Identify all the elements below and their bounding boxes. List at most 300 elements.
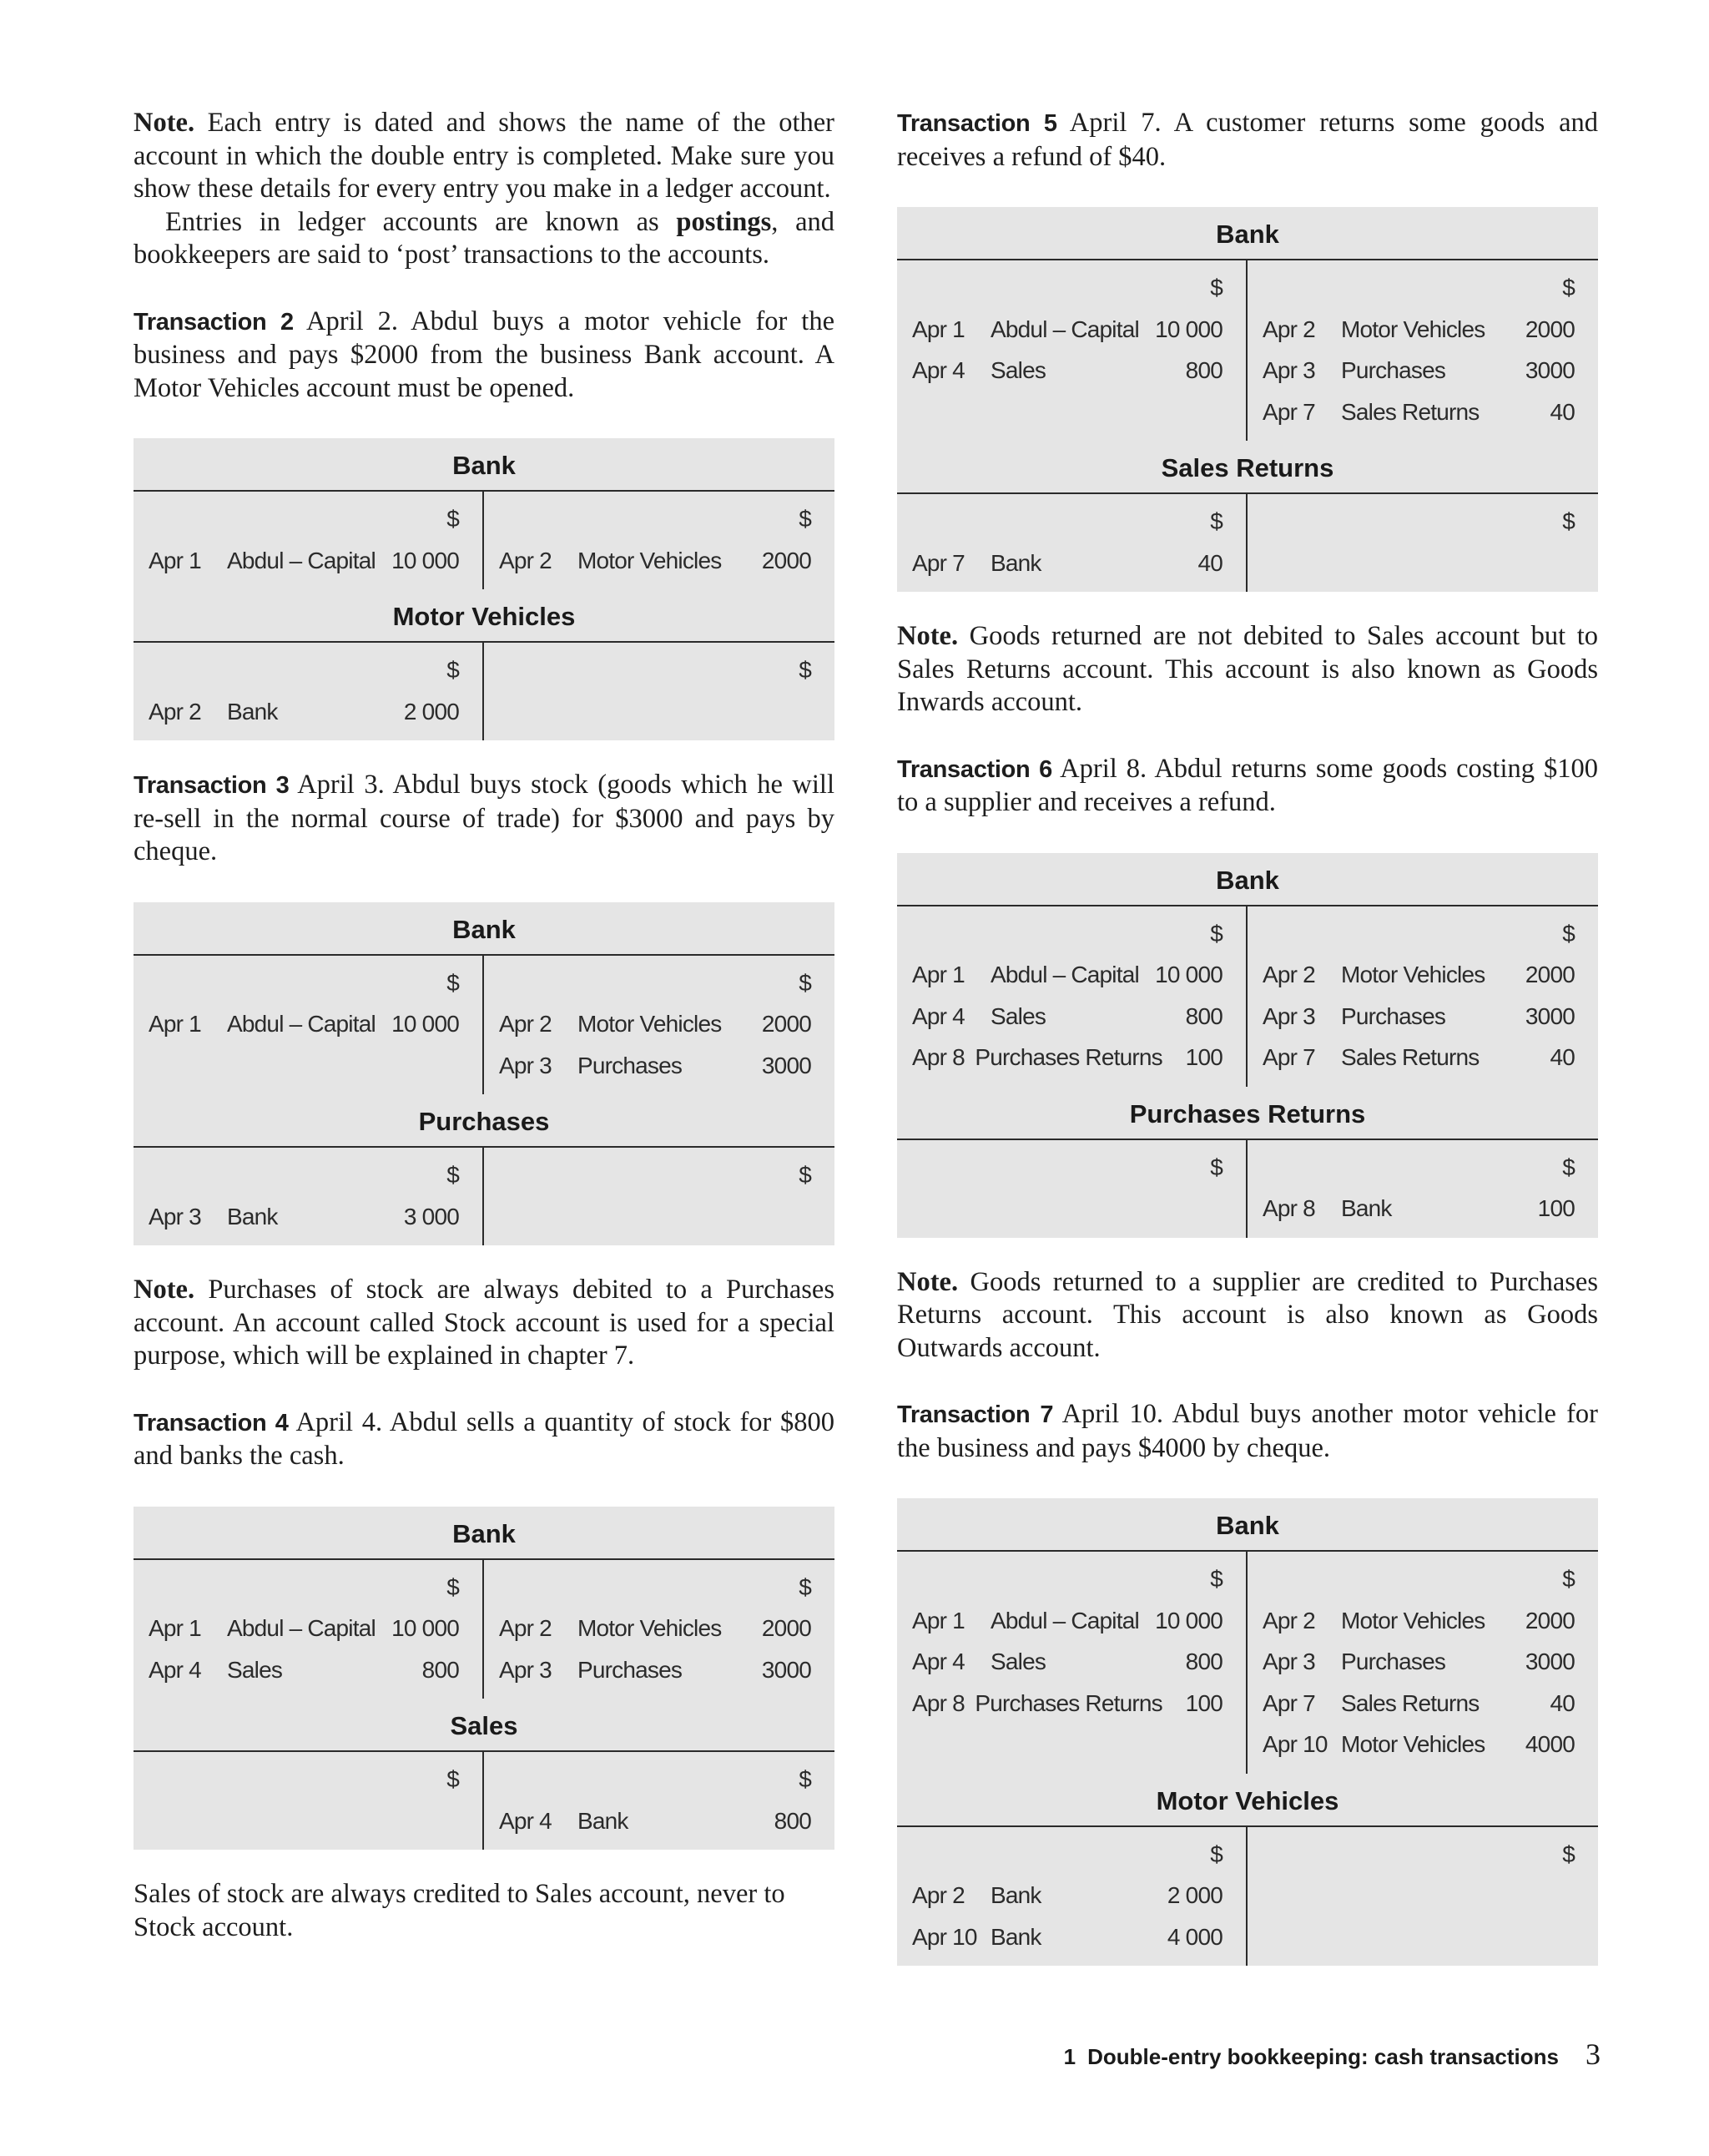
entry-amount: 10 000 (391, 1615, 459, 1641)
ledger-entry-row (499, 1608, 811, 1649)
transaction-text: April 7. A customer returns some goods and receives a refund of $40. (897, 108, 1598, 172)
ledger-title: Bank (897, 207, 1598, 260)
entry-date: Apr 3 (1263, 357, 1315, 383)
entry-date: Apr 1 (149, 547, 201, 573)
entry-amount: 2000 (1525, 1607, 1575, 1633)
entry-amount: 10 000 (1155, 316, 1223, 342)
spacer (1263, 913, 1341, 955)
currency-header-row (499, 498, 811, 540)
credit-side (1248, 494, 1598, 592)
entry-account: Motor Vehicles (1341, 316, 1485, 342)
entry-date: Apr 8 (912, 1044, 965, 1070)
spacer (912, 1147, 991, 1189)
ledger-account-purchases-returns (897, 1087, 1598, 1238)
ledger-entry-row (149, 1649, 459, 1691)
transaction-5-ledgers (897, 207, 1598, 592)
credit-side (1248, 1552, 1598, 1774)
entry-date: Apr 7 (912, 549, 965, 576)
credit-side (484, 643, 834, 740)
transaction-text: April 10. Abdul buys another motor vehicle for the business and pays $4000 by cheque. (897, 1399, 1598, 1463)
currency-symbol: $ (799, 506, 811, 532)
ledger-entry-row (499, 1800, 811, 1842)
ledger-body (134, 1560, 834, 1699)
debit-side (134, 1148, 484, 1245)
transaction-2-paragraph (134, 305, 834, 406)
entry-date: Apr 7 (1263, 1689, 1315, 1716)
ledger-entry-row (912, 1641, 1223, 1683)
debit-side (897, 1552, 1248, 1774)
spacer (499, 962, 577, 1004)
ledger-entry-row (1263, 1916, 1575, 1958)
ledger-account-bank (897, 207, 1598, 441)
spacer (577, 649, 736, 691)
currency-header-row (1263, 267, 1575, 309)
spacer (1263, 1834, 1341, 1876)
currency-header-row (1263, 1558, 1575, 1600)
spacer (1263, 1558, 1341, 1600)
entry-account: Motor Vehicles (1341, 962, 1485, 987)
spacer (227, 498, 384, 540)
spacer (149, 649, 227, 691)
ledger-entry-row (1263, 309, 1575, 351)
ledger-entry-row (1263, 1037, 1575, 1078)
ledger-entry-row (912, 1600, 1223, 1642)
currency-header-row (149, 1154, 459, 1196)
transaction-3-ledgers (134, 902, 834, 1246)
ledger-title: Sales Returns (897, 441, 1598, 494)
entry-amount: 800 (421, 1656, 459, 1683)
currency-symbol: $ (446, 506, 459, 532)
entry-amount: 40 (1550, 398, 1575, 425)
entry-account: Bank (577, 1807, 628, 1834)
entry-date: Apr 3 (499, 1656, 552, 1683)
ledger-account-bank (134, 902, 834, 1095)
spacer (577, 1567, 736, 1608)
currency-header-row (912, 267, 1223, 309)
spacer (149, 1759, 227, 1800)
ledger-entry-row (1263, 350, 1575, 391)
page-number: 3 (1585, 2037, 1601, 2071)
spacer (499, 1759, 577, 1800)
ledger-account-bank (134, 438, 834, 589)
currency-symbol: $ (446, 1162, 459, 1188)
right-column (897, 107, 1598, 1966)
entry-account: Purchases (1341, 1002, 1446, 1029)
ledger-entry-row (912, 1188, 1223, 1229)
debit-side (897, 1140, 1248, 1238)
spacer (577, 1154, 736, 1196)
ledger-entry-row (1263, 391, 1575, 433)
spacer (227, 1567, 384, 1608)
ledger-account-purchases (134, 1094, 834, 1245)
transaction-label: Transaction 4 (134, 1409, 289, 1436)
spacer (912, 1558, 991, 1600)
spacer (1341, 913, 1500, 955)
currency-header-row (149, 1759, 459, 1800)
entry-amount: 10 000 (391, 547, 459, 573)
spacer (149, 498, 227, 540)
ledger-entry-row (1263, 1188, 1575, 1229)
transaction-2-ledgers (134, 438, 834, 740)
ledger-entry-row (149, 1608, 459, 1649)
spacer (577, 1759, 736, 1800)
currency-symbol: $ (1562, 275, 1575, 300)
spacer (149, 1567, 227, 1608)
ledger-body (897, 1827, 1598, 1967)
entry-account: Bank (991, 549, 1041, 576)
ledger-entry-row (1263, 954, 1575, 996)
ledger-entry-row (912, 309, 1223, 351)
entry-amount: 3000 (1525, 1002, 1575, 1029)
ledger-body (897, 1140, 1598, 1238)
ledger-entry-row (149, 1045, 459, 1087)
spacer (991, 1147, 1147, 1189)
currency-header-row (499, 1154, 811, 1196)
ledger-body (897, 906, 1598, 1087)
currency-header-row (149, 1567, 459, 1608)
entry-amount: 800 (774, 1807, 811, 1834)
ledger-entry-row (912, 1037, 1223, 1078)
ledger-title: Bank (897, 1498, 1598, 1552)
entry-date: Apr 2 (912, 1882, 965, 1908)
ledger-body (897, 494, 1598, 592)
ledger-title: Bank (134, 902, 834, 956)
currency-symbol: $ (1562, 1154, 1575, 1180)
currency-header-row (149, 962, 459, 1004)
spacer (912, 501, 991, 543)
entry-amount: 4000 (1525, 1731, 1575, 1757)
postings-paragraph (134, 206, 834, 272)
currency-header-row (912, 501, 1223, 543)
transaction-text: April 4. Abdul sells a quantity of stock for $800 and banks the cash. (134, 1406, 835, 1471)
spacer (577, 962, 736, 1004)
entry-account: Sales (227, 1656, 283, 1683)
entry-account: Sales (991, 1002, 1046, 1029)
transaction-label: Transaction 5 (897, 110, 1057, 137)
currency-header-row (912, 1147, 1223, 1189)
currency-symbol: $ (1562, 1840, 1575, 1867)
ledger-entry-row (1263, 1641, 1575, 1683)
currency-symbol: $ (446, 969, 459, 996)
spacer (912, 1834, 991, 1876)
entry-date: Apr 8 (912, 1689, 965, 1716)
currency-symbol: $ (446, 1766, 459, 1792)
debit-side (134, 643, 484, 740)
spacer (991, 501, 1147, 543)
entry-amount: 100 (1537, 1195, 1575, 1221)
entry-amount: 3000 (1525, 357, 1575, 383)
spacer (1341, 267, 1500, 309)
entry-date: Apr 2 (1263, 316, 1315, 342)
spacer (499, 649, 577, 691)
spacer (149, 1154, 227, 1196)
ledger-title: Bank (897, 853, 1598, 906)
spacer (499, 1154, 577, 1196)
note-text: Purchases of stock are always debited to a Purchases account. An account called Stock account is used for a special purpose, which will be explained in chapter 7. (134, 1275, 834, 1371)
ledger-account-bank (897, 1498, 1598, 1774)
ledger-entry-row (149, 540, 459, 582)
note-lead: Note. (897, 1266, 959, 1297)
entry-amount: 100 (1185, 1044, 1223, 1070)
entry-amount: 10 000 (1155, 1607, 1223, 1633)
credit-side (1248, 1140, 1598, 1238)
entry-date: Apr 2 (1263, 1607, 1315, 1633)
entry-date: Apr 1 (149, 1011, 201, 1037)
note-lead: Note. (134, 108, 195, 138)
ledger-entry-row (499, 1196, 811, 1238)
entry-amount: 2000 (761, 1615, 811, 1641)
entry-account: Bank (227, 698, 278, 725)
entry-account: Abdul – Capital (991, 1607, 1139, 1633)
ledger-entry-row (149, 1800, 459, 1842)
ledger-title: Purchases Returns (897, 1087, 1598, 1140)
entry-account: Motor Vehicles (577, 547, 722, 573)
ledger-entry-row (912, 996, 1223, 1038)
debit-side (134, 1752, 484, 1850)
entry-account: Abdul – Capital (991, 962, 1139, 987)
entry-amount: 3 000 (403, 1203, 459, 1229)
currency-header-row (1263, 913, 1575, 955)
ledger-entry-row (912, 1875, 1223, 1916)
currency-header-row (499, 962, 811, 1004)
entry-account: Sales (991, 357, 1046, 383)
ledger-title: Purchases (134, 1094, 834, 1148)
credit-side (1248, 260, 1598, 441)
entry-account: Bank (227, 1203, 278, 1229)
entry-account: Abdul – Capital (227, 1011, 376, 1037)
transaction-3-paragraph (134, 769, 834, 869)
spacer (1263, 501, 1341, 543)
ledger-entry-row (912, 954, 1223, 996)
entry-amount: 2000 (761, 1011, 811, 1037)
spacer (227, 1154, 384, 1196)
transaction-label: Transaction 3 (134, 772, 290, 799)
entry-amount: 800 (1185, 1649, 1223, 1674)
currency-header-row (499, 1759, 811, 1800)
entry-account: Purchases (1341, 1649, 1446, 1674)
entry-date: Apr 10 (912, 1923, 977, 1950)
note-paragraph (134, 1274, 834, 1373)
entry-amount: 100 (1185, 1689, 1223, 1716)
transaction-text: April 8. Abdul returns some goods costing $100 to a supplier and receives a refund. (897, 753, 1598, 817)
spacer (912, 913, 991, 955)
ledger-entry-row (1263, 1724, 1575, 1765)
currency-symbol: $ (1210, 920, 1223, 947)
entry-date: Apr 7 (1263, 1044, 1315, 1070)
spacer (1263, 267, 1341, 309)
debit-side (897, 1827, 1248, 1967)
note-lead: Note. (897, 621, 959, 651)
ledger-entry-row (1263, 1683, 1575, 1724)
ledger-account-bank (897, 853, 1598, 1087)
transaction-4-paragraph (134, 1406, 834, 1473)
ledger-account-sales (134, 1699, 834, 1850)
entry-account: Purchases Returns (975, 1689, 1162, 1716)
transaction-7-paragraph (897, 1398, 1598, 1465)
entry-account: Purchases Returns (975, 1044, 1162, 1070)
ledger-entry-row (1263, 543, 1575, 584)
entry-account: Motor Vehicles (577, 1011, 722, 1037)
spacer (1341, 1834, 1500, 1876)
entry-amount: 40 (1197, 549, 1223, 576)
ledger-entry-row (912, 1916, 1223, 1958)
entry-account: Purchases (577, 1052, 683, 1078)
debit-side (897, 260, 1248, 441)
transaction-5-paragraph (897, 107, 1598, 174)
entry-date: Apr 10 (1263, 1731, 1328, 1757)
entry-amount: 40 (1550, 1044, 1575, 1070)
entry-amount: 800 (1185, 1002, 1223, 1029)
spacer (912, 267, 991, 309)
entry-amount: 2000 (1525, 962, 1575, 987)
entry-account: Motor Vehicles (577, 1615, 722, 1641)
transaction-label: Transaction 2 (134, 308, 294, 336)
ledger-body (134, 956, 834, 1095)
ledger-entry-row (499, 691, 811, 733)
credit-side (1248, 906, 1598, 1087)
currency-header-row (499, 1567, 811, 1608)
ledger-entry-row (149, 1196, 459, 1238)
entry-amount: 2 000 (403, 698, 459, 725)
note-text: Goods returned to a supplier are credited to Purchases Returns account. This account is also known as Goods Outwards account. (897, 1266, 1598, 1363)
ledger-entry-row (499, 1649, 811, 1691)
spacer (991, 1558, 1147, 1600)
ledger-account-sales-returns (897, 441, 1598, 592)
entry-amount: 2000 (761, 547, 811, 573)
ledger-title: Motor Vehicles (897, 1774, 1598, 1827)
left-column (134, 107, 834, 1944)
spacer (227, 962, 384, 1004)
currency-symbol: $ (446, 657, 459, 683)
entry-account: Motor Vehicles (1341, 1731, 1485, 1757)
ledger-body (897, 260, 1598, 441)
spacer (1263, 1147, 1341, 1189)
note-paragraph (897, 1266, 1598, 1366)
note-text: Goods returned are not debited to Sales account but to Sales Returns account. This account is also known as Goods Inwards account. (897, 621, 1598, 717)
currency-symbol: $ (1562, 508, 1575, 534)
transaction-label: Transaction 7 (897, 1401, 1054, 1428)
spacer (991, 913, 1147, 955)
ledger-body (134, 1752, 834, 1850)
entry-date: Apr 2 (1263, 962, 1315, 987)
entry-date: Apr 4 (912, 1002, 965, 1029)
entry-amount: 2 000 (1167, 1882, 1223, 1908)
transaction-6-ledgers (897, 853, 1598, 1238)
entry-account: Sales Returns (1341, 1689, 1480, 1716)
currency-header-row (499, 649, 811, 691)
entry-date: Apr 1 (912, 962, 965, 987)
entry-date: Apr 3 (499, 1052, 552, 1078)
spacer (1341, 1147, 1500, 1189)
note-paragraph (897, 620, 1598, 720)
entry-account: Sales Returns (1341, 1044, 1480, 1070)
transaction-4-ledgers (134, 1507, 834, 1851)
entry-date: Apr 4 (149, 1656, 201, 1683)
entry-account: Abdul – Capital (227, 1615, 376, 1641)
entry-amount: 3000 (1525, 1649, 1575, 1674)
entry-date: Apr 3 (1263, 1002, 1315, 1029)
ledger-title: Bank (134, 1507, 834, 1560)
currency-symbol: $ (799, 1766, 811, 1792)
credit-side (484, 1148, 834, 1245)
entry-date: Apr 4 (912, 357, 965, 383)
entry-amount: 40 (1550, 1689, 1575, 1716)
entry-amount: 3000 (761, 1052, 811, 1078)
entry-date: Apr 2 (499, 1615, 552, 1641)
postings-text-before: Entries in ledger accounts are known as (165, 206, 677, 237)
debit-side (134, 1560, 484, 1699)
ledger-entry-row (1263, 1600, 1575, 1642)
chapter-number: 1 (1063, 2044, 1076, 2069)
ledger-entry-row (499, 1045, 811, 1087)
entry-amount: 10 000 (391, 1011, 459, 1037)
entry-amount: 2000 (1525, 316, 1575, 342)
debit-side (134, 956, 484, 1095)
currency-header-row (912, 913, 1223, 955)
ledger-entry-row (912, 1683, 1223, 1724)
entry-account: Sales Returns (1341, 398, 1480, 425)
currency-header-row (912, 1834, 1223, 1876)
entry-account: Abdul – Capital (227, 547, 376, 573)
spacer (991, 1834, 1147, 1876)
page-footer (1064, 2037, 1601, 2072)
currency-symbol: $ (799, 1573, 811, 1600)
currency-header-row (1263, 1834, 1575, 1876)
entry-account: Purchases (1341, 357, 1446, 383)
entry-account: Sales (991, 1649, 1046, 1674)
transaction-text: April 3. Abdul buys stock (goods which he will re-sell in the normal course of trade) for $3000 and pays by cheque. (134, 770, 834, 866)
entry-date: Apr 4 (499, 1807, 552, 1834)
spacer (499, 498, 577, 540)
transaction-text: April 2. Abdul buys a motor vehicle for the business and pays $2000 from the business Bank account. A Motor Vehicles account must be opened. (134, 305, 834, 403)
transaction-7-ledgers (897, 1498, 1598, 1966)
credit-side (484, 492, 834, 589)
spacer (1341, 1558, 1500, 1600)
ledger-title: Motor Vehicles (134, 589, 834, 643)
entry-account: Abdul – Capital (991, 316, 1139, 342)
entry-amount: 10 000 (1155, 962, 1223, 987)
entry-account: Purchases (577, 1656, 683, 1683)
ledger-title: Bank (134, 438, 834, 492)
currency-symbol: $ (1210, 1566, 1223, 1592)
currency-symbol: $ (1210, 275, 1223, 300)
ledger-entry-row (149, 691, 459, 733)
entry-date: Apr 2 (149, 698, 201, 725)
currency-symbol: $ (1562, 920, 1575, 947)
note-lead: Note. (134, 1275, 195, 1305)
entry-amount: 3000 (761, 1656, 811, 1683)
ledger-account-bank (134, 1507, 834, 1699)
currency-header-row (1263, 1147, 1575, 1189)
postings-term: postings (676, 206, 772, 237)
ledger-entry-row (499, 1003, 811, 1045)
chapter-title: Double-entry bookkeeping: cash transactions (1087, 2044, 1559, 2069)
currency-header-row (149, 649, 459, 691)
ledger-title: Sales (134, 1699, 834, 1752)
ledger-body (134, 643, 834, 740)
spacer (991, 267, 1147, 309)
credit-side (1248, 1827, 1598, 1967)
credit-side (484, 1752, 834, 1850)
spacer (227, 1759, 384, 1800)
spacer (1341, 501, 1500, 543)
currency-symbol: $ (799, 657, 811, 683)
entry-amount: 4 000 (1167, 1923, 1223, 1950)
currency-symbol: $ (799, 1162, 811, 1188)
transaction-6-paragraph (897, 753, 1598, 820)
spacer (227, 649, 384, 691)
debit-side (897, 494, 1248, 592)
